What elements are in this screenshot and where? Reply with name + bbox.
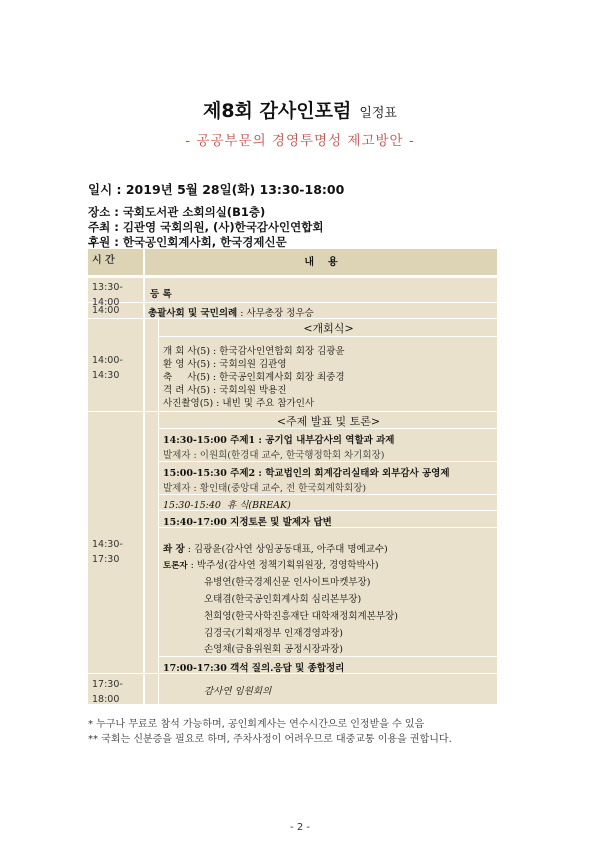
panel-row <box>163 557 379 571</box>
note: ** 국회는 신분증을 필요로 하며, 주차사정이 어려우므로 대중교통 이용을 권합니다. <box>88 734 452 745</box>
registration: 등 록 <box>150 289 172 300</box>
panel-label: 토론자 <box>163 561 188 571</box>
topic1-title: 14:30-15:00 주제1 : 공기업 내부감사의 역할과 과제 <box>163 435 395 446</box>
info-host: 주최 : 김관영 국회의원, (사)한국감사인연합회 <box>88 220 324 234</box>
subtitle: - 공공부문의 경영투명성 제고방안 - <box>185 133 415 149</box>
panelist: : 박주성(감사연 정책기획위원장, 경영학박사) <box>187 560 379 571</box>
divider <box>158 336 497 337</box>
panelist: 유병연(한국경제신문 인사이트마켓부장) <box>204 577 371 588</box>
chair: : 김광윤(감사연 상임공동대표, 아주대 명예교수) <box>184 544 388 555</box>
divider <box>158 461 497 462</box>
session-title: <주제 발표 및 토론> <box>276 415 381 428</box>
chair-label: 좌 장 <box>163 544 185 555</box>
time-mc: 14:00 <box>92 305 120 316</box>
page-number: - 2 - <box>290 822 310 833</box>
opening-item: 개 회 사(5) : 한국감사인연합회 회장 김광윤 <box>163 346 345 357</box>
panelist: 손영채(금융위원회 공정시장과장) <box>204 644 343 655</box>
page-title <box>0 96 600 123</box>
qa: 17:00-17:30 객석 질의.응답 및 종합정리 <box>163 663 345 674</box>
topic1-presenter: 발제자 : 이원희(한경대 교수, 한국행정학회 차기회장) <box>163 450 385 461</box>
header-content: 내 용 <box>304 257 338 268</box>
note: * 누구나 무료로 참석 가능하며, 공인회계사는 연수시간으로 인정받을 수 있음 <box>88 719 425 730</box>
opening-title: <개회식> <box>303 322 354 335</box>
board-meeting: 감사연 임원회의 <box>204 686 272 697</box>
break: 15:30-15:40 휴 식(BREAK) <box>163 500 291 511</box>
title-main: 제8회 감사인포럼 <box>202 100 352 122</box>
opening-item: 환 영 사(5) : 국회의원 김관영 <box>163 359 287 370</box>
time-session: 14:30- 17:30 <box>92 539 123 565</box>
mc-detail: : 사무총장 정우승 <box>237 308 314 319</box>
mc-row <box>148 305 314 319</box>
divider <box>88 411 497 412</box>
time-registration: 13:30- 14:00 <box>92 282 123 308</box>
mc-label: 총괄사회 및 국민의례 <box>148 308 238 319</box>
info-date: 일시 : 2019년 5월 28일(화) 13:30-18:00 <box>88 182 345 197</box>
info-venue: 장소 : 국회도서관 소회의실(B1층) <box>88 205 266 219</box>
opening-item: 사진촬영(5) : 내빈 및 주요 참가인사 <box>163 398 315 409</box>
divider <box>158 656 497 657</box>
opening-item: 축 사(5) : 한국공인회계사회 회장 최중경 <box>163 372 345 383</box>
divider <box>158 411 159 704</box>
info-sponsor: 후원 : 한국공인회계사회, 한국경제신문 <box>88 235 287 249</box>
opening-item: 격 려 사(5) : 국회의원 박용진 <box>163 385 287 396</box>
divider <box>158 494 497 495</box>
topic2-presenter: 발제자 : 황인태(중앙대 교수, 전 한국회계학회장) <box>163 483 367 494</box>
chair-row <box>163 541 388 555</box>
time-opening: 14:00- 14:30 <box>92 355 123 381</box>
topic2-title: 15:00-15:30 주제2 : 학교법인의 회계감리실태와 외부감사 공영제 <box>163 468 450 479</box>
panelist: 김경국(기획재정부 인재경영과장) <box>204 628 343 639</box>
header-time: 시 간 <box>92 255 115 266</box>
panelist: 오태겸(한국공인회계사회 심리본부장) <box>204 594 362 605</box>
time-board: 17:30- 18:00 <box>92 679 123 705</box>
divider <box>158 318 159 411</box>
title-suffix: 일정표 <box>359 106 397 121</box>
panelist: 천희영(한국사학진흥재단 대학재정회계본부장) <box>204 611 398 622</box>
discussion: 15:40-17:00 지정토론 및 발제자 답변 <box>163 517 332 528</box>
divider <box>88 302 497 303</box>
